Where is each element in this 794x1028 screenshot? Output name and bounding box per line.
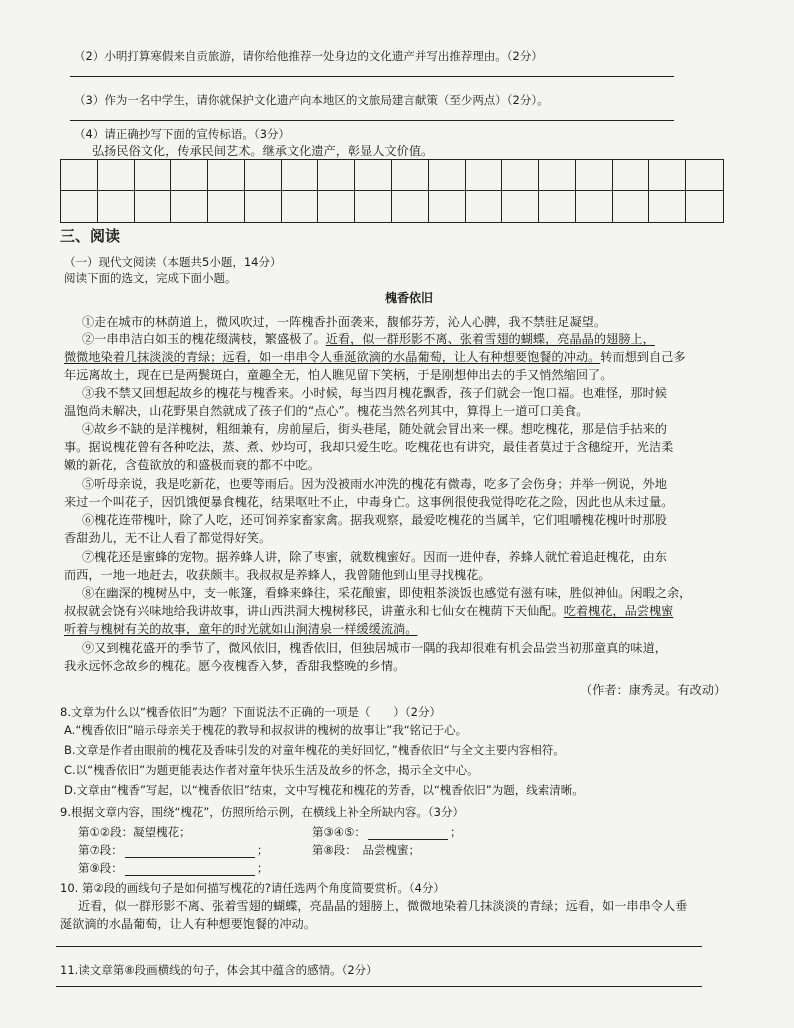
- slogan-text: 弘扬民俗文化，传承民间艺术。继承文化遗产，彰显人文价值。: [92, 144, 434, 158]
- underlined-sentence: 近看，似一群形影不离、张着雪翅的蝴蝶，亮晶晶的翅膀上，: [325, 332, 655, 346]
- question-8: 8.文章为什么以“槐香依旧”为题？下面说法不正确的一项是（ ）（2分）: [60, 705, 441, 719]
- paragraph-8-line-3: [64, 621, 417, 637]
- subsection-title: （一）现代文阅读（本题共5小题，14分）: [64, 255, 282, 269]
- question-9-row-1-right[interactable]: 第③④⑤： ；: [312, 825, 462, 839]
- question-8-option-b[interactable]: B.文章是作者由眼前的槐花及香味引发的对童年槐花的美好回忆，”槐香依旧“与全文主要内容相符。: [64, 743, 565, 757]
- paragraph-2-line-3: 年远离故土，现在已是两鬓斑白，童趣全无，怕人瞧见留下笑柄，于是刚想伸出去的手又悄然缩回了。: [64, 368, 613, 382]
- paragraph-5-line-2: 来过一个叫花子，因饥饿便暴食槐花，结果呕吐不止，中毒身亡。这事例很使我觉得吃花之险，因此也从未过量。: [64, 495, 674, 509]
- underlined-sentence: 微微地染着几抹淡淡的青绿；远看，如一串串令人垂涎欲滴的水晶葡萄，让人有种想要饱餐的冲动。: [64, 350, 601, 364]
- essay-title: 槐香依旧: [385, 291, 434, 305]
- question-8-option-a[interactable]: A.“槐香依旧”暗示母亲关于槐花的教导和叔叔讲的槐树的故事让”我“铭记于心。: [64, 723, 468, 737]
- question-2: （2）小明打算寒假来自贡旅游，请你给他推荐一处身边的文化遗产并写出推荐理由。（2分）: [74, 49, 543, 63]
- paragraph-2-line-2: 微微地染着几抹淡淡的青绿；远看，如一串串令人垂涎欲滴的水晶葡萄，让人有种想要饱餐的冲动。转而想到自己多: [64, 350, 686, 364]
- answer-line: [56, 986, 702, 987]
- answer-line: [70, 120, 674, 121]
- paragraph-9-line-2: 我永远怀念故乡的槐花。愿今夜槐香入梦，香甜我整晚的乡情。: [64, 659, 406, 673]
- paragraph-7-line-2: 而西，一地一地赶去，收获颇丰。我叔叔是养蜂人，我曾随他到山里寻找槐花。: [64, 568, 491, 582]
- answer-line: [56, 946, 702, 947]
- paragraph-3-line-1: ③我不禁又回想起故乡的槐花与槐香来。小时候，每当四月槐花飘香，孩子们就会一饱口福。也难怪，那时候: [82, 386, 667, 400]
- blank-line: [125, 845, 255, 858]
- question-8-option-d[interactable]: D.文章由“槐香”写起，以“槐香依旧”结束，文中写槐花和槐花的芳香，以“槐香依旧”为题，线索清晰。: [64, 783, 584, 797]
- underlined-sentence: 吃着槐花，品尝槐蜜: [563, 604, 674, 618]
- paragraph-9-line-1: ⑨又到槐花盛开的季节了，微风依旧，槐香依旧，但独居城市一隅的我却很难有机会品尝当初那童真的味道，: [82, 641, 667, 655]
- question-9-row-2-left[interactable]: 第⑦段： ；: [78, 843, 269, 857]
- section-title: 三、阅读: [60, 227, 121, 245]
- author-credit: （作者：康秀灵。有改动）: [580, 683, 727, 697]
- copy-writing-grid[interactable]: [60, 159, 724, 223]
- question-3: （3）作为一名中学生，请你就保护文化遗产向本地区的文旅局建言献策（至少两点）（2分）。: [74, 93, 549, 107]
- answer-line: [70, 76, 674, 77]
- underlined-sentence: 听着与槐树有关的故事，童年的时光就如山涧清泉一样缓缓流淌。: [64, 622, 418, 636]
- question-10: 10. 第②段的画线句子是如何描写槐花的?请任选两个角度简要赏析。（4分）: [60, 881, 445, 895]
- paragraph-4-line-2: 事。据说槐花曾有各种吃法，蒸、煮、炒均可，我却只爱生吃。吃槐花也有讲究，最佳者莫过于含穗绽开，光洁柔: [64, 440, 674, 454]
- paragraph-3-line-2: 温饱尚未解决，山花野果自然就成了孩子们的“点心”。槐花当然名列其中，算得上一道可口美食。: [64, 404, 589, 418]
- blank-line: [368, 827, 448, 840]
- question-11: 11.读文章第⑧段画横线的句子，体会其中蕴含的感情。（2分）: [60, 963, 378, 977]
- question-9-row-1-left: 第①②段：凝望槐花；: [78, 825, 191, 839]
- blank-line: [125, 863, 255, 876]
- question-10-quote-2: 涎欲滴的水晶葡萄，让人有种想要饱餐的冲动。: [60, 917, 316, 931]
- paragraph-5-line-1: ⑤听母亲说，我是吃新花，也要等雨后。因为没被雨水冲洗的槐花有微毒，吃多了会伤身；并举一例说，外地: [82, 477, 667, 491]
- question-4: （4）请正确抄写下面的宣传标语。（3分）: [74, 127, 290, 141]
- paragraph-4-line-1: ④故乡不缺的是洋槐树，粗细兼有，房前屋后，街头巷尾，随处就会冒出来一棵。想吃槐花，那是信手拈来的: [82, 422, 667, 436]
- paragraph-1: ①走在城市的林荫道上，微风吹过，一阵槐香扑面袭来，馥郁芬芳，沁人心脾，我不禁驻足凝望。: [82, 315, 607, 329]
- paragraph-8-line-2: 叔叔就会饶有兴味地给我讲故事，讲山西洪洞大槐树移民，讲董永和七仙女在槐荫下天仙配。吃着槐花，品尝槐蜜: [64, 604, 674, 618]
- paragraph-6-line-1: ⑥槐花连带槐叶，除了人吃，还可饲养家畜家禽。据我观察，最爱吃槐花的当属羊，它们咀嚼槐花槐叶时那股: [82, 513, 667, 527]
- question-9: 9.根据文章内容，围绕“槐花”，仿照所给示例，在横线上补全所缺内容。（3分）: [60, 805, 464, 819]
- paragraph-6-line-2: 香甜劲儿，无不让人看了都觉得好笑。: [64, 531, 272, 545]
- subsection-intro: 阅读下面的选文，完成下面小题。: [64, 271, 237, 285]
- question-10-quote-1: 近看，似一群形影不离、张着雪翅的蝴蝶，亮晶晶的翅膀上，微微地染着几抹淡淡的青绿；远看，如一串串令人垂: [78, 899, 688, 913]
- question-8-option-c[interactable]: C.以“槐香依旧”为题更能表达作者对童年快乐生活及故乡的怀念，揭示全文中心。: [64, 763, 479, 777]
- paragraph-4-line-3: 嫩的新花，含苞欲放的和盛极而衰的都不中吃。: [64, 458, 320, 472]
- paragraph-7-line-1: ⑦槐花还是蜜蜂的宠物。据养蜂人讲，除了枣蜜，就数槐蜜好。因而一进仲春，养蜂人就忙着追赶槐花，由东: [82, 550, 667, 564]
- paragraph-2-line-1: ②一串串洁白如玉的槐花缀满枝，繁盛极了。近看，似一群形影不离、张着雪翅的蝴蝶，亮晶晶的翅膀上，: [82, 332, 655, 346]
- question-9-row-3-left[interactable]: 第⑨段： ；: [78, 861, 269, 875]
- question-9-row-2-right: 第⑧段： 品尝槐蜜；: [312, 843, 421, 857]
- paragraph-8-line-1: ⑧在幽深的槐树丛中，支一帐篷，看蜂来蜂往，采花酿蜜，即使粗茶淡饭也感觉有滋有味，胜似神仙。闲暇之余，: [82, 586, 692, 600]
